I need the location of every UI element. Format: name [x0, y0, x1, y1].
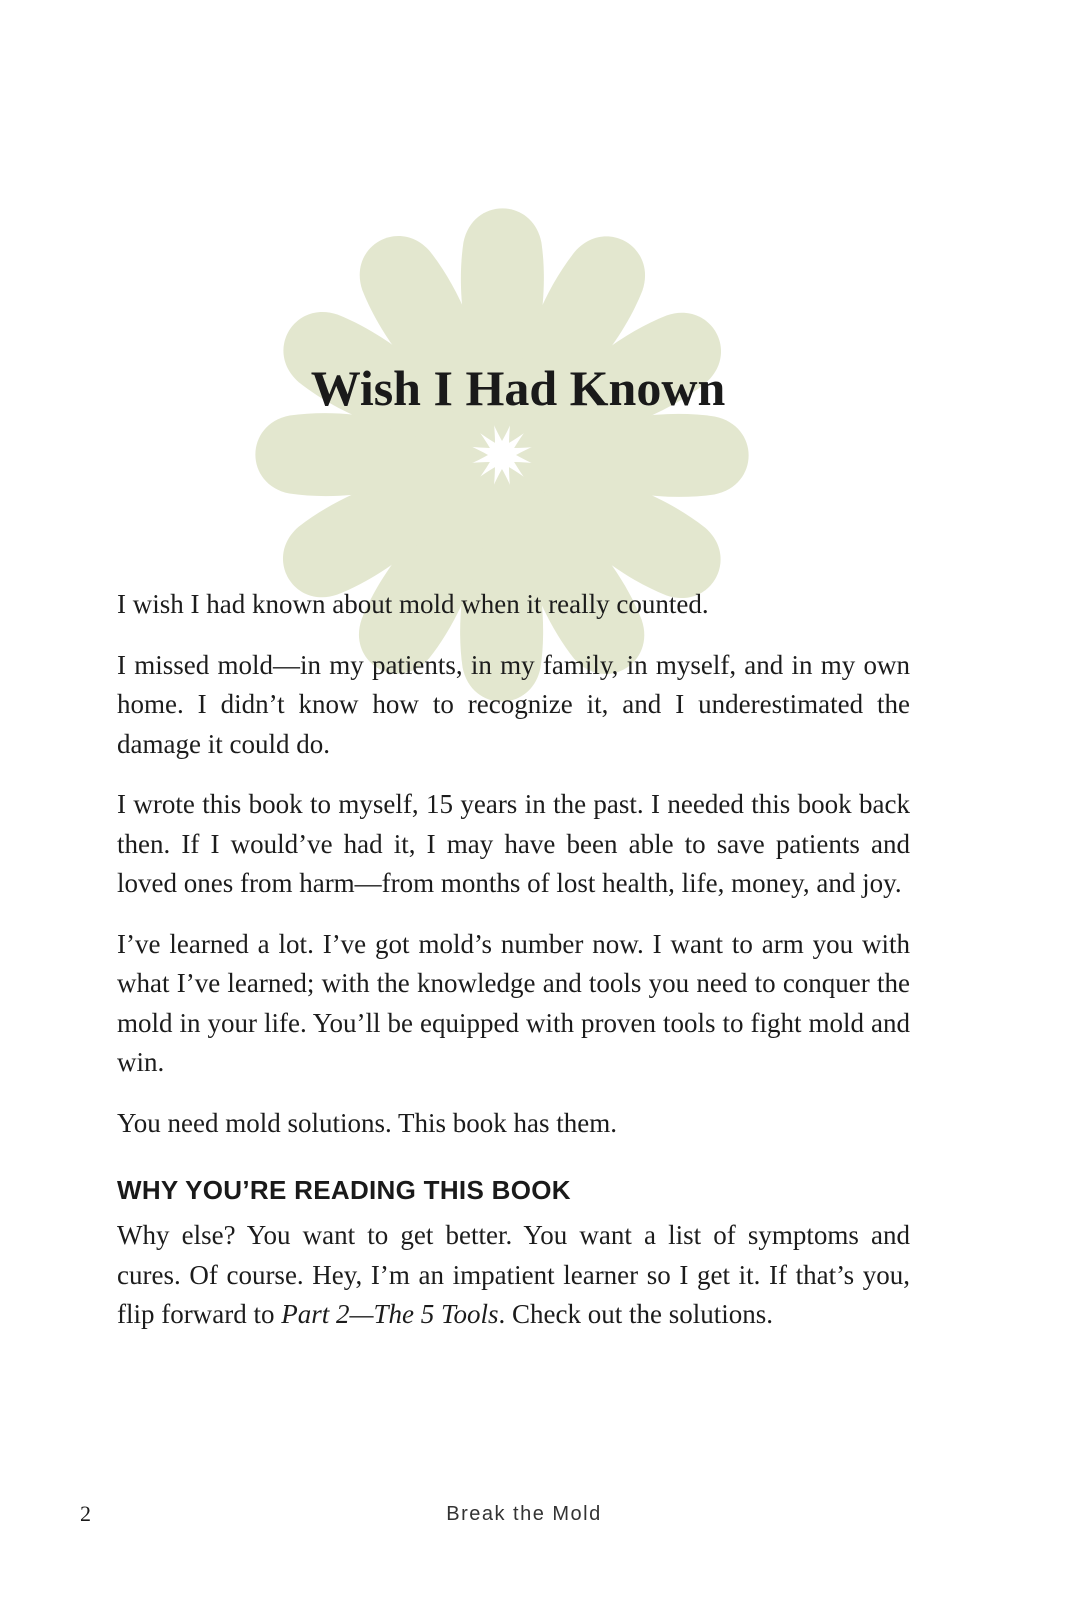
paragraph-text: . Check out the solutions. [498, 1299, 773, 1329]
section-heading: WHY YOU’RE READING THIS BOOK [117, 1175, 571, 1205]
paragraph: You need mold solutions. This book has them. [117, 1107, 618, 1138]
paragraph: I’ve learned a lot. I’ve got mold’s number now. I want to arm you with what I’ve learned; with the knowledge and tools you need to conquer the mold in your life. You’ll be equipped with proven tools to fight mold and win. [117, 928, 910, 1077]
paragraph [117, 1216, 910, 1335]
book-part-reference: Part 2—The 5 Tools [281, 1299, 499, 1329]
page-number: 2 [80, 1501, 91, 1526]
paragraph: I wish I had known about mold when it really counted. [117, 589, 709, 619]
page-title: Wish I Had Known [310, 360, 726, 416]
running-footer-title: Break the Mold [446, 1503, 602, 1525]
paragraph: I wrote this book to myself, 15 years in the past. I needed this book back then. If I would’ve had it, I may have been able to save patients and loved ones from harm—from months of lost health, life, money, and joy. [117, 789, 910, 898]
paragraph-text: Why else? You want to get better. You want a list of symptoms and cures. Of course. Hey, I’m an impatient learner so I get it. If that’s you, flip forward to [117, 1220, 910, 1329]
body-text [117, 585, 910, 1356]
paragraph: I missed mold—in my patients, in my family, in myself, and in my own home. I didn’t know how to recognize it, and I underestimated the damage it could do. [117, 649, 910, 759]
